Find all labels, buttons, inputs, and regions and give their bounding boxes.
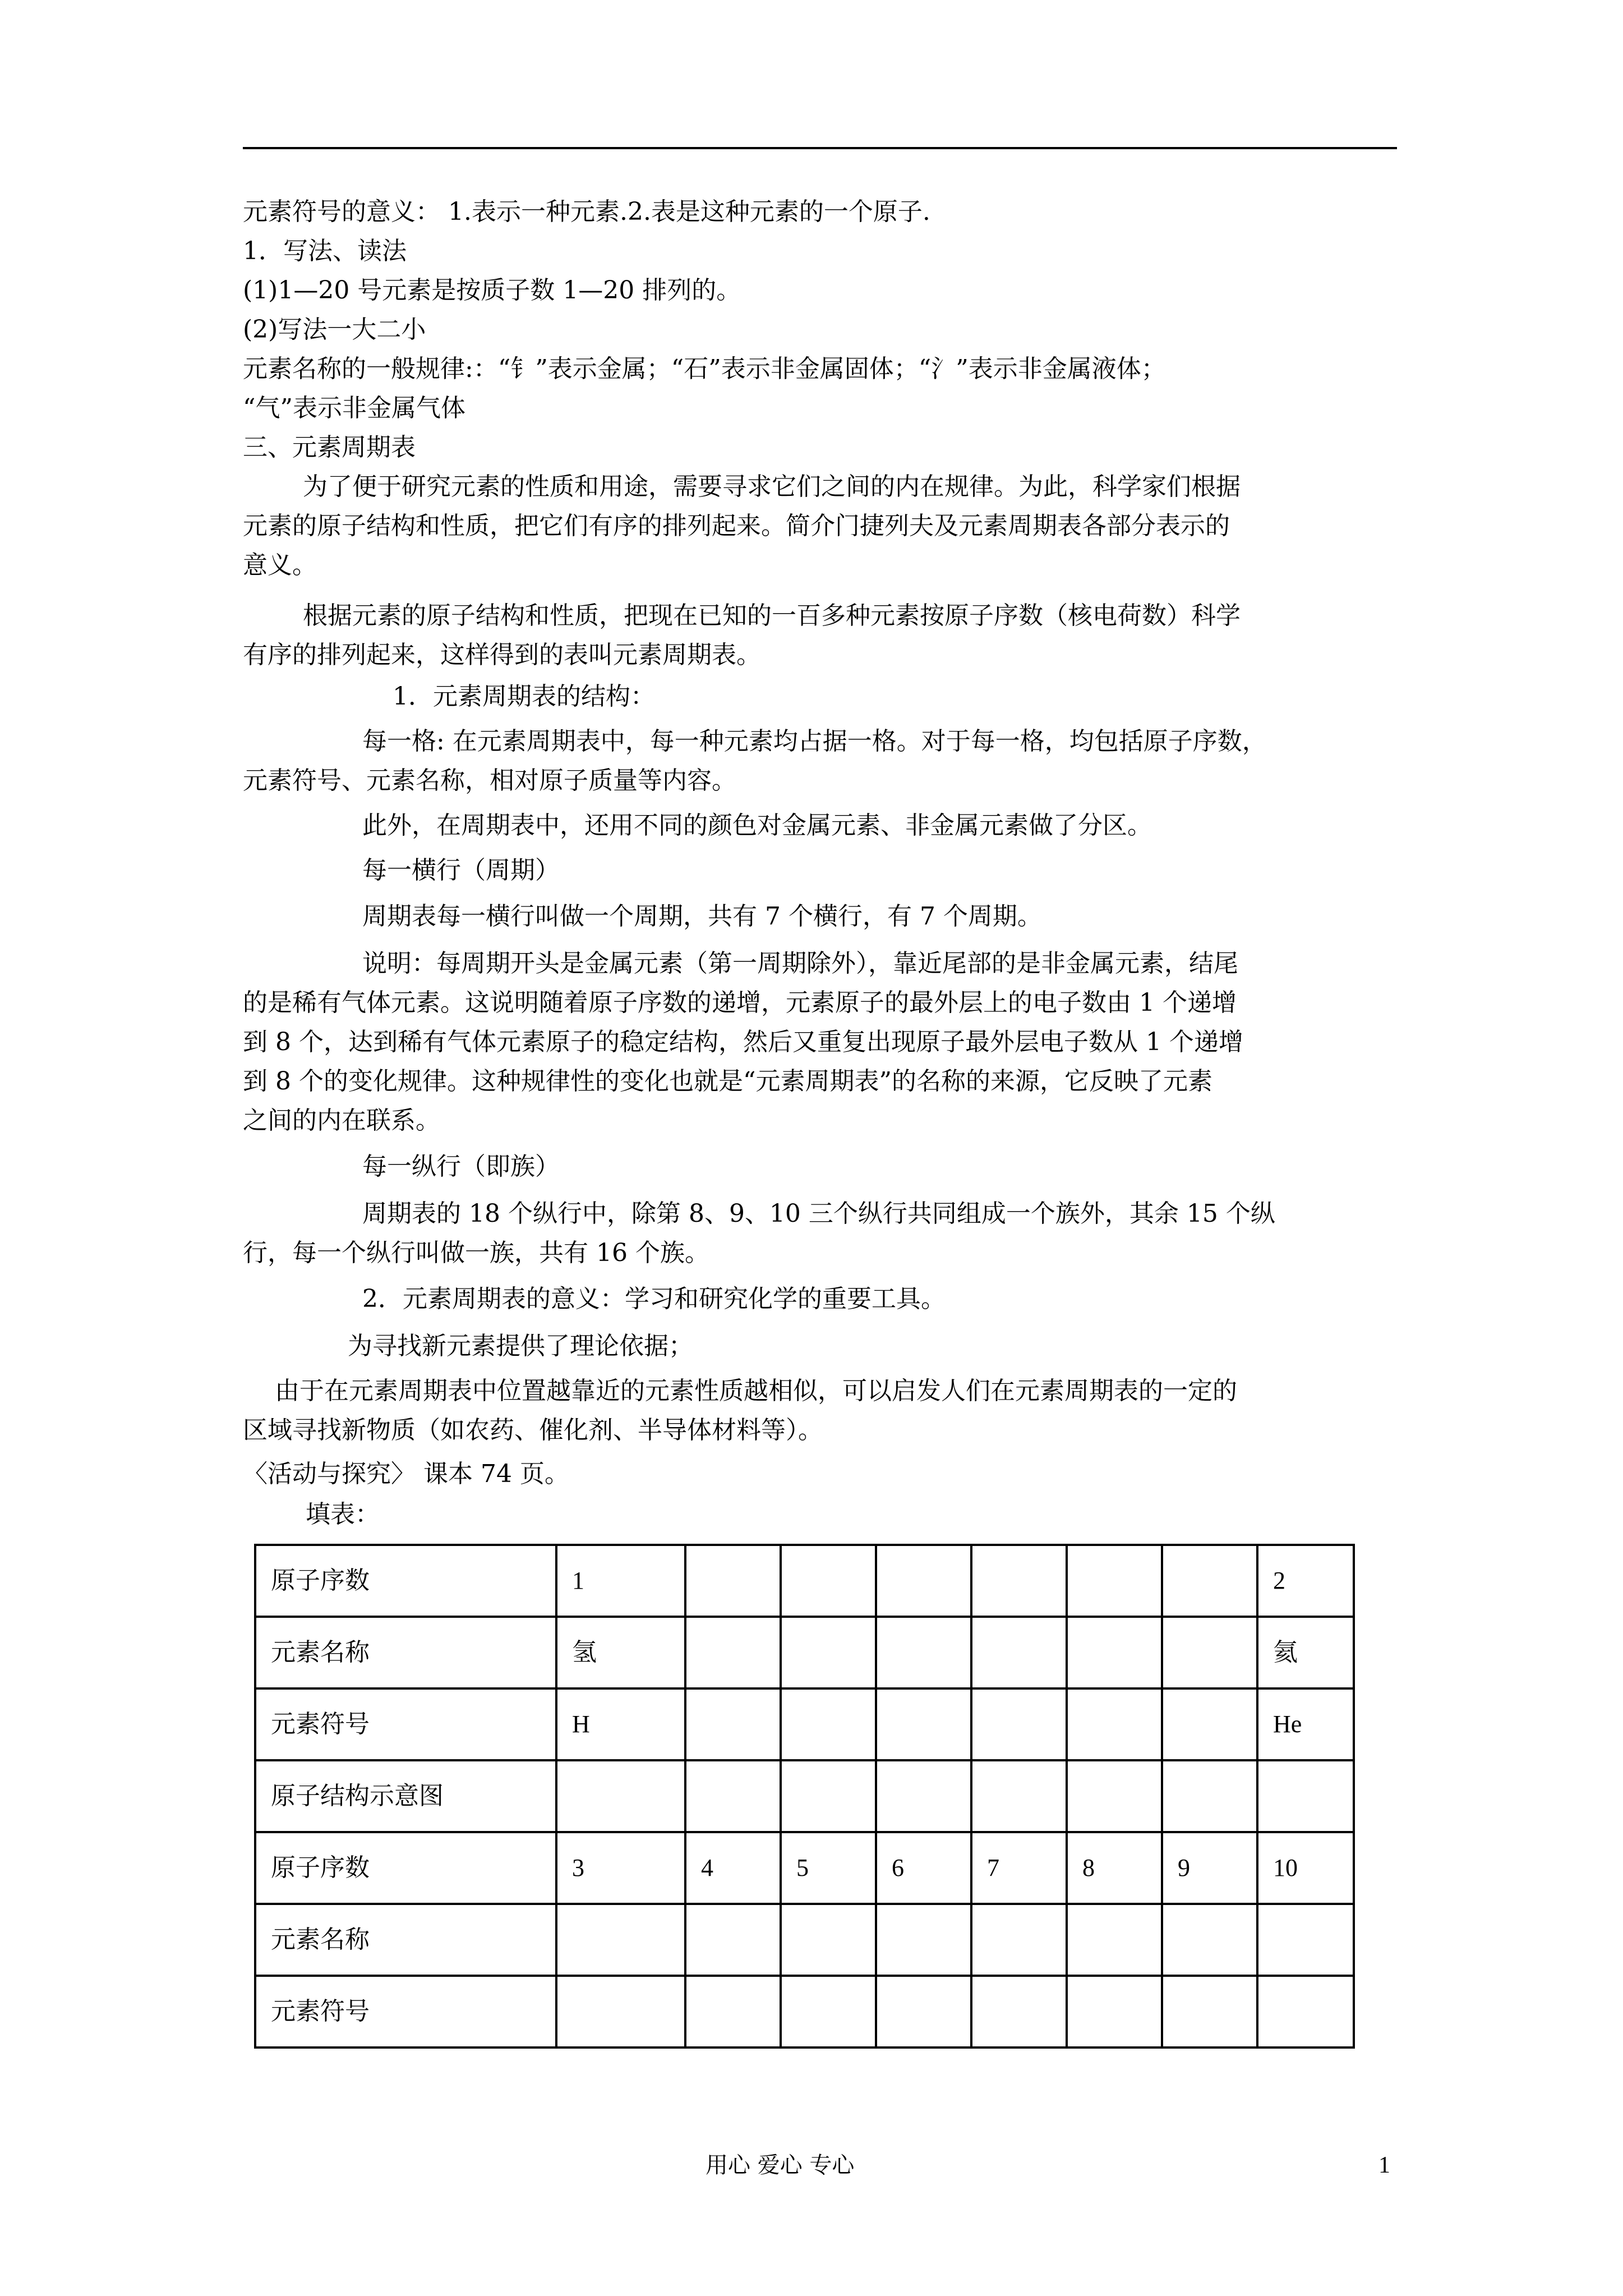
- text-line: 每一纵行（即族）: [362, 1152, 560, 1181]
- table-cell: H: [556, 1688, 685, 1760]
- table-cell: [1162, 1904, 1257, 1976]
- table-row: [255, 1904, 1354, 1976]
- table-cell: 5: [781, 1832, 876, 1904]
- text-line: 元素符号、元素名称，相对原子质量等内容。: [243, 766, 736, 795]
- text-line: 周期表的 18 个纵行中，除第 8、9、10 三个纵行共同组成一个族外，其余 15 个纵: [362, 1199, 1275, 1228]
- text-line: 行，每一个纵行叫做一族，共有 16 个族。: [243, 1239, 709, 1267]
- table-cell: [1162, 1976, 1257, 2047]
- table-cell: 1: [556, 1545, 685, 1617]
- table-cell: [556, 1904, 685, 1976]
- table-row: [255, 1976, 1354, 2047]
- row-header: 元素名称: [255, 1617, 556, 1688]
- table-cell: [1067, 1617, 1162, 1688]
- table-row: [255, 1832, 1354, 1904]
- text-line: 意义。: [243, 551, 317, 579]
- table-cell: [971, 1904, 1067, 1976]
- text-line: 到 8 个，达到稀有气体元素原子的稳定结构，然后又重复出现原子最外层电子数从 1 个递增: [243, 1028, 1243, 1056]
- text-line: 每一横行（周期）: [362, 856, 560, 885]
- table-cell: [1162, 1760, 1257, 1832]
- row-header: 元素名称: [255, 1904, 556, 1976]
- text-line: 到 8 个的变化规律。这种规律性的变化也就是“元素周期表”的名称的来源，它反映了元素: [243, 1067, 1212, 1096]
- row-header: 原子序数: [255, 1832, 556, 1904]
- text-line: 说明：每周期开头是金属元素（第一周期除外），靠近尾部的是非金属元素，结尾: [362, 949, 1238, 978]
- table-cell: 8: [1067, 1832, 1162, 1904]
- table-cell: [1067, 1688, 1162, 1760]
- table-cell: [1257, 1904, 1354, 1976]
- row-header: 元素符号: [255, 1976, 556, 2047]
- table-cell: [1067, 1545, 1162, 1617]
- table-cell: 10: [1257, 1832, 1354, 1904]
- text-line: 周期表每一横行叫做一个周期，共有 7 个横行，有 7 个周期。: [362, 902, 1042, 931]
- table-cell: [781, 1760, 876, 1832]
- table-cell: [1067, 1904, 1162, 1976]
- table-cell: [876, 1760, 971, 1832]
- subsection-heading: 2．元素周期表的意义：学习和研究化学的重要工具。: [362, 1285, 946, 1313]
- text-line: 之间的内在联系。: [243, 1106, 440, 1135]
- text-line: “气”表示非金属气体: [243, 394, 465, 422]
- table-cell: [1067, 1760, 1162, 1832]
- table-cell: He: [1257, 1688, 1354, 1760]
- row-header: 原子结构示意图: [255, 1760, 556, 1832]
- table-cell: 2: [1257, 1545, 1354, 1617]
- table-cell: [685, 1760, 781, 1832]
- table-cell: [876, 1688, 971, 1760]
- text-line: 为了便于研究元素的性质和用途，需要寻求它们之间的内在规律。为此，科学家们根据: [303, 472, 1241, 501]
- table-cell: 氦: [1257, 1617, 1354, 1688]
- table-cell: [685, 1976, 781, 2047]
- row-header: 元素符号: [255, 1688, 556, 1760]
- table-cell: [1162, 1688, 1257, 1760]
- table-cell: [1257, 1976, 1354, 2047]
- text-line: 此外，在周期表中，还用不同的颜色对金属元素、非金属元素做了分区。: [362, 811, 1152, 840]
- table-cell: [876, 1976, 971, 2047]
- table-cell: 9: [1162, 1832, 1257, 1904]
- table-cell: 4: [685, 1832, 781, 1904]
- table-cell: [1162, 1545, 1257, 1617]
- table-cell: 6: [876, 1832, 971, 1904]
- table-cell: [781, 1617, 876, 1688]
- table-cell: [971, 1976, 1067, 2047]
- table-row: [255, 1688, 1354, 1760]
- text-line: 〈活动与探究〉 课本 74 页。: [243, 1460, 569, 1488]
- text-line: 元素的原子结构和性质，把它们有序的排列起来。简介门捷列夫及元素周期表各部分表示的: [243, 512, 1230, 540]
- subsection-heading: 1．元素周期表的结构：: [393, 682, 655, 711]
- text-line: 区域寻找新物质（如农药、催化剂、半导体材料等）。: [243, 1416, 823, 1444]
- text-line: 1．写法、读法: [243, 237, 407, 265]
- row-header: 原子序数: [255, 1545, 556, 1617]
- text-line: 元素名称的一般规律:：“钅”表示金属；“石”表示非金属固体；“氵”表示非金属液体；: [243, 355, 1166, 383]
- table-cell: [1257, 1760, 1354, 1832]
- table-row: [255, 1545, 1354, 1617]
- table-cell: [781, 1976, 876, 2047]
- text-line: 由于在元素周期表中位置越靠近的元素性质越相似，可以启发人们在元素周期表的一定的: [275, 1377, 1237, 1405]
- text-line: 每一格: 在元素周期表中，每一种元素均占据一格。对于每一格，均包括原子序数，: [362, 727, 1267, 756]
- table-cell: [685, 1688, 781, 1760]
- table-cell: [876, 1545, 971, 1617]
- table-cell: [971, 1760, 1067, 1832]
- table-cell: [685, 1904, 781, 1976]
- text-line: 填表：: [306, 1500, 380, 1529]
- table-row: [255, 1617, 1354, 1688]
- table-cell: [971, 1617, 1067, 1688]
- table-cell: [685, 1545, 781, 1617]
- table-cell: 7: [971, 1832, 1067, 1904]
- table-cell: 氢: [556, 1617, 685, 1688]
- table-row: [255, 1760, 1354, 1832]
- table-cell: [556, 1760, 685, 1832]
- table-cell: [556, 1976, 685, 2047]
- footer-text: 用心 爱心 专心: [706, 2152, 855, 2178]
- table-cell: [876, 1904, 971, 1976]
- text-line: (2)写法一大二小: [243, 315, 426, 344]
- text-line: 根据元素的原子结构和性质，把现在已知的一百多种元素按原子序数（核电荷数）科学: [303, 601, 1241, 630]
- text-line: 元素符号的意义： 1.表示一种元素.2.表是这种元素的一个原子.: [243, 197, 930, 226]
- text-line: (1)1—20 号元素是按质子数 1—20 排列的。: [243, 276, 741, 305]
- table-cell: [1162, 1617, 1257, 1688]
- table-cell: [781, 1688, 876, 1760]
- table-cell: [781, 1545, 876, 1617]
- table-cell: [1067, 1976, 1162, 2047]
- page-number: 1: [1378, 2152, 1390, 2178]
- table-cell: [685, 1617, 781, 1688]
- section-heading: 三、元素周期表: [243, 433, 416, 462]
- text-line: 为寻找新元素提供了理论依据；: [348, 1332, 693, 1360]
- text-line: 有序的排列起来，这样得到的表叫元素周期表。: [243, 641, 761, 669]
- table-cell: [971, 1545, 1067, 1617]
- element-table: [254, 1544, 1355, 2049]
- table-cell: 3: [556, 1832, 685, 1904]
- header-rule: [243, 147, 1397, 149]
- table-cell: [971, 1688, 1067, 1760]
- table-cell: [781, 1904, 876, 1976]
- text-line: 的是稀有气体元素。这说明随着原子序数的递增，元素原子的最外层上的电子数由 1 个递增: [243, 988, 1237, 1017]
- table-cell: [876, 1617, 971, 1688]
